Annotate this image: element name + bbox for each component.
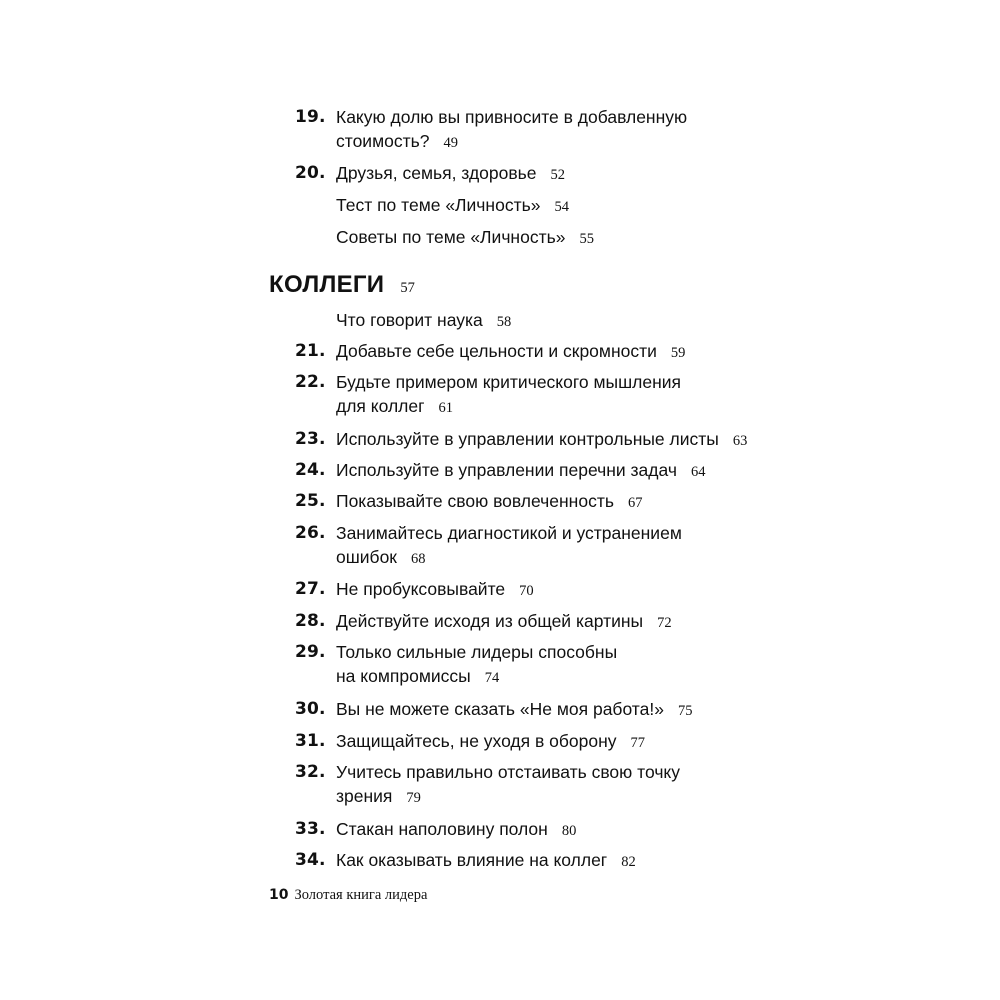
entry-title: Как оказывать влияние на коллег bbox=[336, 850, 608, 870]
entry-title: Используйте в управлении перечни задач bbox=[336, 460, 677, 480]
toc-entry-test-personality bbox=[295, 193, 795, 217]
toc-entry-tips-personality bbox=[295, 225, 795, 249]
entry-page: 82 bbox=[621, 854, 636, 870]
entry-number: 24. bbox=[295, 460, 326, 480]
toc-entry-27 bbox=[295, 577, 795, 601]
entry-page: 68 bbox=[410, 551, 426, 567]
entry-page: 77 bbox=[630, 735, 646, 751]
section-title: КОЛЛЕГИ bbox=[269, 271, 385, 298]
footer-book-title: Золотая книга лидера bbox=[294, 887, 428, 903]
entry-number: 20. bbox=[295, 163, 326, 183]
entry-title: Добавьте себе цельности и скромности bbox=[336, 341, 657, 361]
entry-title: Советы по теме «Личность» bbox=[336, 227, 566, 247]
entry-page: 52 bbox=[550, 167, 566, 183]
entry-page: 49 bbox=[443, 135, 458, 151]
entry-page: 54 bbox=[554, 199, 569, 215]
entry-page: 55 bbox=[579, 231, 594, 247]
entry-page: 70 bbox=[519, 583, 534, 599]
entry-number: 28. bbox=[295, 611, 326, 631]
entry-title-continued: на компромиссы bbox=[336, 666, 471, 686]
entry-page: 61 bbox=[438, 400, 453, 416]
entry-title: Вы не можете сказать «Не моя работа!» bbox=[336, 699, 664, 719]
toc-entry-19 bbox=[295, 105, 795, 153]
entry-title: Защищайтесь, не уходя в оборону bbox=[336, 731, 617, 751]
entry-number: 27. bbox=[295, 579, 326, 599]
entry-title: Друзья, семья, здоровье bbox=[336, 163, 537, 183]
toc-entry-23 bbox=[295, 427, 795, 451]
entry-number: 25. bbox=[295, 491, 326, 511]
entry-title: Учитесь правильно отстаивать свою точку bbox=[336, 762, 681, 782]
page-footer bbox=[269, 884, 427, 906]
section-heading bbox=[269, 270, 415, 300]
toc-entry-34 bbox=[295, 848, 795, 872]
entry-page: 64 bbox=[690, 464, 706, 480]
entry-page: 74 bbox=[484, 670, 500, 686]
entry-page: 72 bbox=[657, 615, 672, 631]
entry-title: Стакан наполовину полон bbox=[336, 819, 548, 839]
entry-page: 75 bbox=[677, 703, 693, 719]
entry-number: 23. bbox=[295, 429, 326, 449]
entry-title: Показывайте свою вовлеченность bbox=[336, 491, 614, 511]
entry-number: 29. bbox=[295, 642, 326, 662]
entry-number: 26. bbox=[295, 523, 326, 543]
entry-title: Тест по теме «Личность» bbox=[336, 195, 541, 215]
entry-title: Не пробуксовывайте bbox=[336, 579, 506, 599]
entry-number: 19. bbox=[295, 107, 326, 127]
toc-entry-20 bbox=[295, 161, 795, 185]
entry-title: Какую долю вы привносите в добавленную bbox=[336, 107, 688, 127]
entry-number: 32. bbox=[295, 762, 326, 782]
toc-entry-28 bbox=[295, 609, 795, 633]
toc-entry-31 bbox=[295, 729, 795, 753]
toc-entry-science bbox=[295, 308, 795, 332]
entry-title: Действуйте исходя из общей картины bbox=[336, 611, 644, 631]
toc-entry-30 bbox=[295, 697, 795, 721]
entry-number: 30. bbox=[295, 699, 326, 719]
section-page: 57 bbox=[400, 280, 415, 296]
footer-page-number: 10 bbox=[269, 887, 289, 903]
entry-page: 63 bbox=[732, 433, 748, 449]
entry-page: 67 bbox=[627, 495, 643, 511]
toc-entry-21 bbox=[295, 339, 795, 363]
entry-title: Занимайтесь диагностикой и устранением bbox=[336, 523, 682, 543]
toc-entry-24 bbox=[295, 458, 795, 482]
toc-entry-22 bbox=[295, 370, 795, 418]
entry-number: 21. bbox=[295, 341, 326, 361]
entry-number: 22. bbox=[295, 372, 326, 392]
entry-title-continued: зрения bbox=[336, 786, 393, 806]
entry-title: Что говорит наука bbox=[336, 310, 483, 330]
toc-entry-29 bbox=[295, 640, 795, 688]
entry-title-continued: для коллег bbox=[336, 396, 425, 416]
toc-entry-26 bbox=[295, 521, 795, 569]
entry-number: 34. bbox=[295, 850, 326, 870]
entry-title: Используйте в управлении контрольные листы bbox=[336, 429, 719, 449]
entry-title: Только сильные лидеры способны bbox=[336, 642, 618, 662]
entry-page: 59 bbox=[670, 345, 686, 361]
entry-page: 80 bbox=[561, 823, 577, 839]
entry-page: 79 bbox=[406, 790, 421, 806]
entry-title: Будьте примером критического мышления bbox=[336, 372, 681, 392]
entry-title-continued: стоимость? bbox=[336, 131, 430, 151]
entry-number: 33. bbox=[295, 819, 326, 839]
toc-entry-25 bbox=[295, 489, 795, 513]
toc-entry-33 bbox=[295, 817, 795, 841]
entry-title-continued: ошибок bbox=[336, 547, 397, 567]
entry-number: 31. bbox=[295, 731, 326, 751]
entry-page: 58 bbox=[496, 314, 512, 330]
toc-entry-32 bbox=[295, 760, 795, 808]
